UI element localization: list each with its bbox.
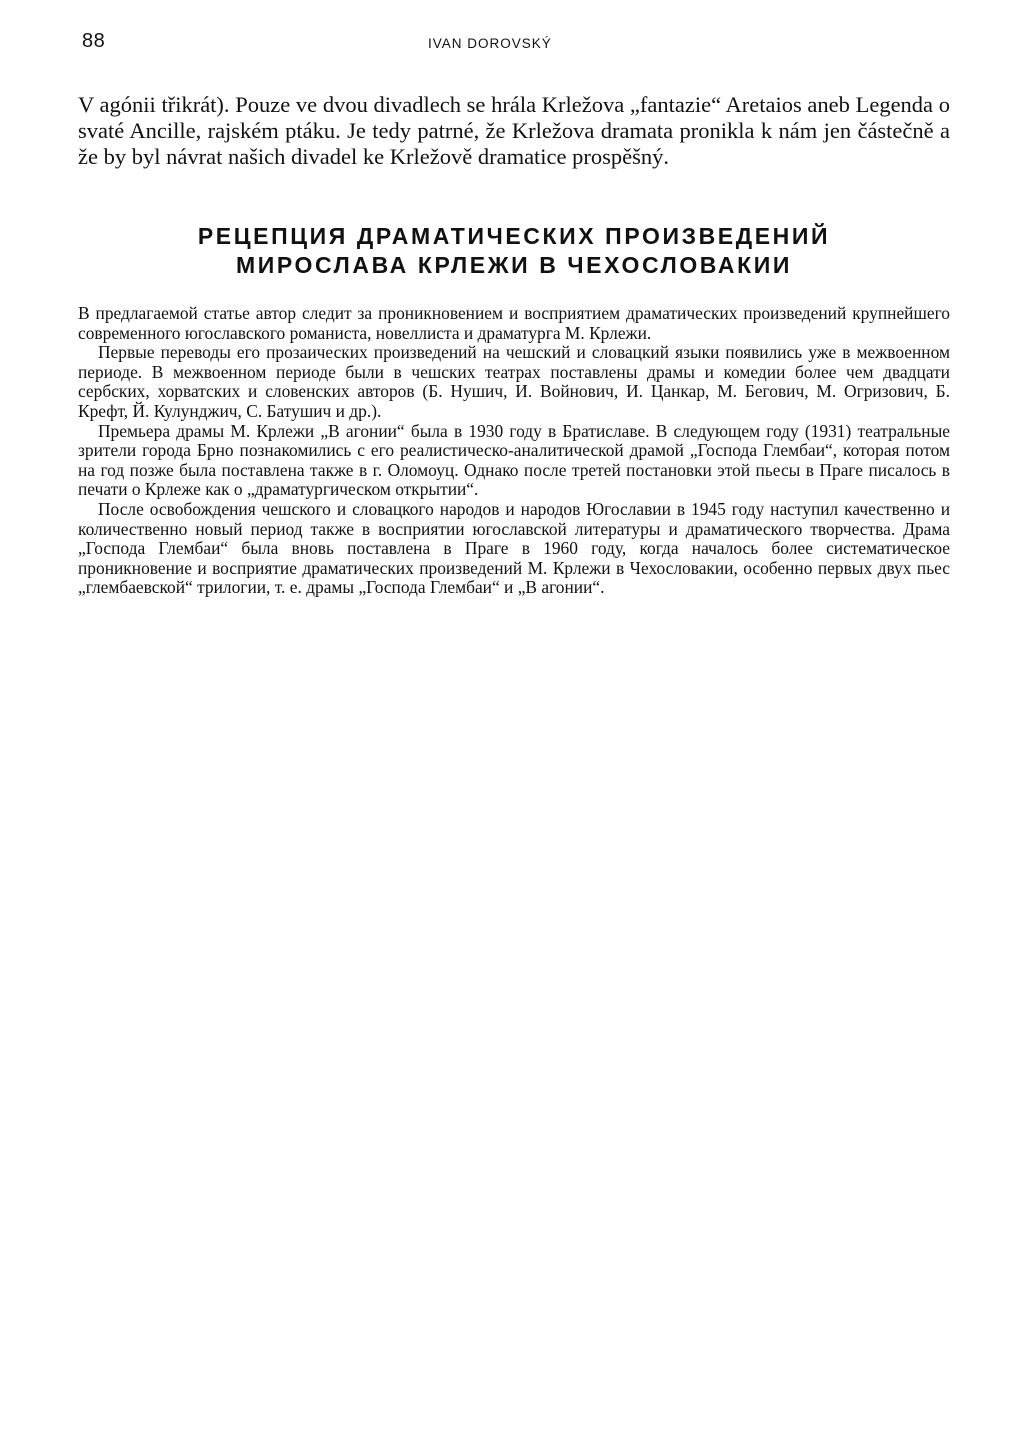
running-head-author: IVAN DOROVSKÝ xyxy=(428,36,552,51)
summary-body xyxy=(78,304,950,598)
page xyxy=(78,30,950,598)
summary-paragraph-3: Премьера драмы М. Крлежи „В агонии“ была в 1930 году в Братиславе. В следующем году (1931) театральные зрители города Брно познакомились с его реалистическо-аналитической драмой „Господа Глембаи“, которая потом на год позже была поставлена также в г. Оломоуц. Однако после третей постановки этой пьесы в Праге писалось в печати о Крлеже как о „драматургическом открытии“. xyxy=(78,420,950,500)
summary-paragraph-2: Первые переводы его прозаических произведений на чешский и словацкий языки появились уже в межвоенном периоде. В межвоенном периоде были в чешских театрах поставлены драмы и комедии более чем двадцати сербских, хорватских и словенских авторов (Б. Нушич, И. Войнович, И. Цанкар, М. Бегович, М. Огризович, Б. Крефт, Й. Кулунджич, С. Батушич и др.). xyxy=(78,342,950,421)
summary-title-line-1: РЕЦЕПЦИЯ ДРАМАТИЧЕСКИХ ПРОИЗВЕДЕНИЙ xyxy=(197,223,831,249)
summary-title-line-2: МИРОСЛАВА КРЛЕЖИ В ЧЕХОСЛОВАКИИ xyxy=(236,252,792,278)
czech-paragraph: V agónii třikrát). Pouze ve dvou divadlech se hrála Krležova „fantazie“ Aretaios aneb Legenda o svaté Ancille, rajském ptáku. Je tedy patrné, že Krležova dramata pronikla k nám jen částečně a že by byl návrat našich divadel ke Krležově dramatice prospěšný. xyxy=(78,92,950,169)
summary-title xyxy=(78,222,950,280)
page-number: 88 xyxy=(82,30,106,52)
summary-paragraph-1: В предлагаемой статье автор следит за проникновением и восприятием драматических произведений крупнейшего современного югославского романиста, новеллиста и драматурга М. Крлежи. xyxy=(78,303,950,343)
running-head xyxy=(78,30,950,60)
summary-paragraph-4: После освобождения чешского и словацкого народов и народов Югославии в 1945 году наступил качественно и количественно новый период также в восприятии югославской литературы и драматического творчества. Драма „Господа Глембаи“ была вновь поставлена в Праге в 1960 году, когда началось более систематическое проникновение и восприятие драматических произведений М. Крлежи в Чехословакии, особенно первых двух пьес „глембаевской“ трилогии, т. е. драмы „Господа Глембаи“ и „В агонии“. xyxy=(78,498,950,598)
